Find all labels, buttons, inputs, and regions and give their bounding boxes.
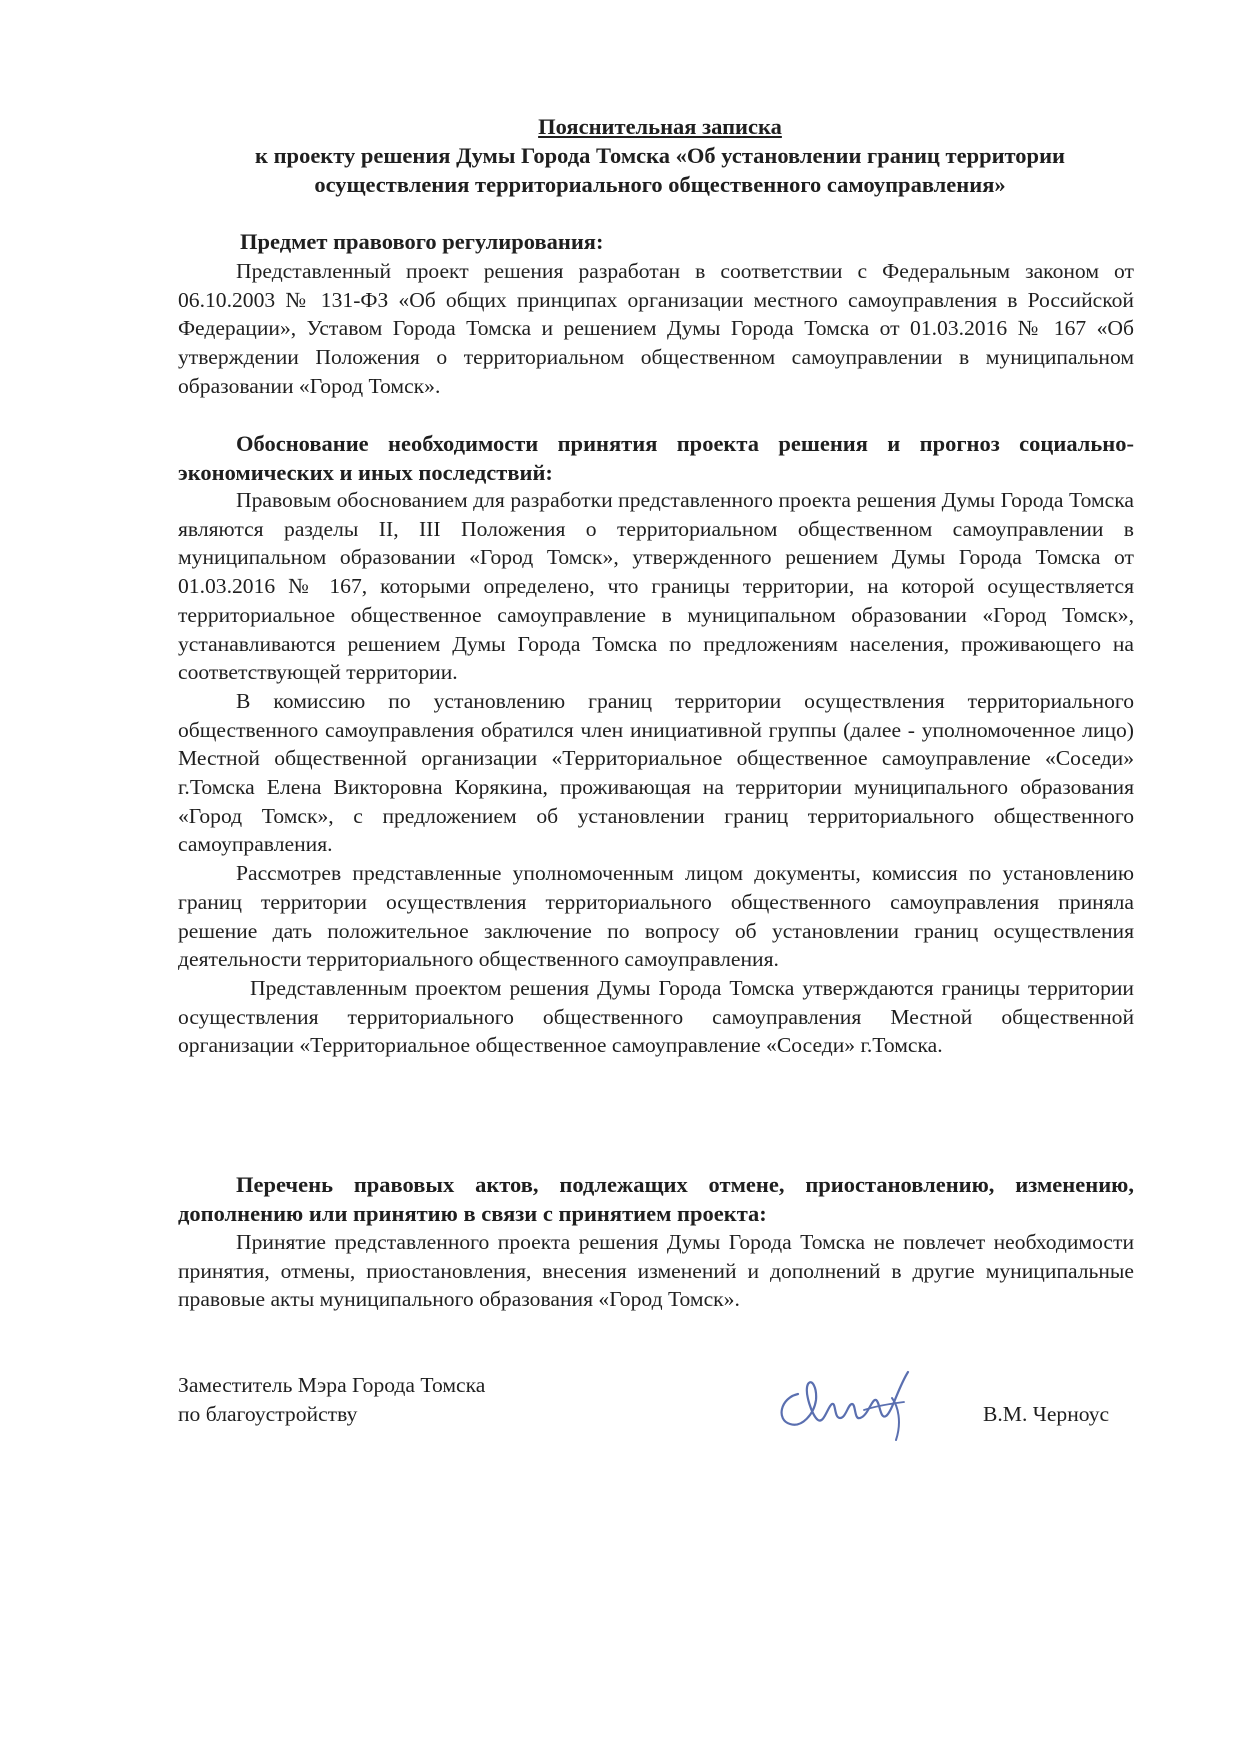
section-body-acts bbox=[178, 1228, 1134, 1314]
signatory-position-line: Заместитель Мэра Города Томска bbox=[178, 1373, 486, 1397]
paragraph: В комиссию по установлению границ территории осуществления территориального общественного самоуправления обратился член инициативной группы (далее - уполномоченное лицо) Местной общественной организации «Территориальное общественное самоуправление «Соседи» г.Томска Елена Викторовна Корякина, проживающая на территории муниципального образования «Город Томск», с предложением об установлении границ территориального общественного самоуправления. bbox=[178, 688, 1134, 857]
document-title bbox=[200, 112, 1120, 199]
title-line: к проекту решения Думы Города Томска «Об установлении границ территории bbox=[255, 143, 1065, 168]
paragraph: Рассмотрев представленные уполномоченным лицом документы, комиссия по установлению границ территории осуществления территориального общественного самоуправления приняла решение дать положительное заключение по вопросу об установлении границ осуществления деятельности территориального общественного самоуправления. bbox=[178, 861, 1134, 972]
paragraph: Правовым обоснованием для разработки представленного проекта решения Думы Города Томска являются разделы II, III Положения о территориальном общественном самоуправлении в муниципальном образовании «Город Томск», утвержденного решением Думы Города Томска от 01.03.2016 № 167, которыми определено, что границы территории, на которой осуществляется территориальное общественное самоуправление в муниципальном образовании «Город Томск», устанавливаются решением Думы Города Томска по предложениям населения, проживающего на соответствующей территории. bbox=[178, 488, 1134, 685]
paragraph: Представленным проектом решения Думы Города Томска утверждаются границы территории осуществления территориального общественного самоуправления Местной общественной организации «Территориальное общественное самоуправление «Соседи» г.Томска. bbox=[178, 975, 1134, 1058]
title-line: осуществления территориального общественного самоуправления» bbox=[314, 172, 1006, 197]
signatory-position-line: по благоустройству bbox=[178, 1402, 358, 1426]
section-heading-justification: Обоснование необходимости принятия проекта решения и прогноз социально-экономических и иных последствий: bbox=[178, 431, 1134, 485]
signatory-position bbox=[178, 1371, 485, 1429]
section-body-subject bbox=[178, 257, 1134, 401]
section-heading-acts: Перечень правовых актов, подлежащих отмене, приостановлению, изменению, дополнению или принятию в связи с принятием проекта: bbox=[178, 1172, 1134, 1226]
title-line: Пояснительная записка bbox=[538, 114, 782, 139]
section-heading-subject: Предмет правового регулирования: bbox=[240, 229, 604, 254]
paragraph: Представленный проект решения разработан в соответствии с Федеральным законом от 06.10.2003 № 131-ФЗ «Об общих принципах организации местного самоуправления в Российской Федерации», Уставом Города Томска и решением Думы Города Томска от 01.03.2016 № 167 «Об утверждении Положения о территориальном общественном самоуправлении в муниципальном образовании «Город Томск». bbox=[178, 259, 1134, 398]
signatory-name: В.М. Черноус bbox=[983, 1402, 1110, 1426]
paragraph: Принятие представленного проекта решения Думы Города Томска не повлечет необходимости принятия, отмены, приостановления, внесения изменений и дополнений в другие муниципальные правовые акты муниципального образования «Город Томск». bbox=[178, 1230, 1134, 1312]
section-body-justification bbox=[178, 486, 1134, 1060]
handwritten-signature bbox=[768, 1358, 928, 1448]
